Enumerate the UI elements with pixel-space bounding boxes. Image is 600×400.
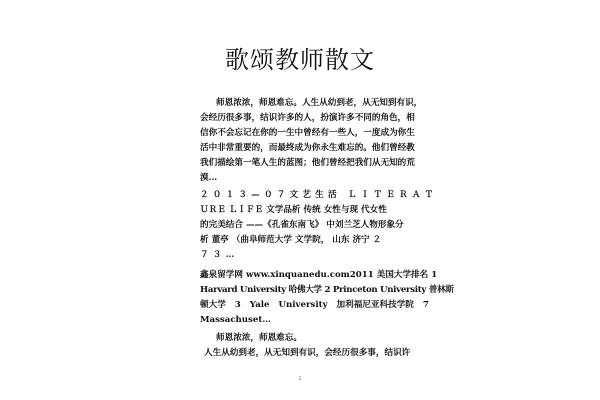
text-line: 漠…: [200, 173, 218, 183]
paragraph-university-ranking: [200, 268, 454, 328]
text-line: 析 董亭 （曲阜师范大学 文学院， 山东 济宁 ２: [200, 235, 382, 245]
text-line: Harvard University 哈佛大学 2 Princeton University 普林斯: [200, 285, 454, 295]
text-line: 人生从幼到老，从无知到有识，会经历很多事，结识许: [204, 348, 411, 358]
paragraph-teacher-essay: [200, 96, 423, 186]
text-line: 顿大学 3 Yale University 加利福尼亚科技学院 7: [200, 300, 429, 310]
text-line: 师恩浓浓，师恩难忘。人生从幼到老，从无知到有识，: [216, 98, 423, 108]
paragraph-literature-life: [200, 188, 438, 263]
paragraph-teacher-essay-repeat: [200, 331, 411, 361]
text-line: 活中非常重要的，而最终成为你永生难忘的。他们曾经教: [200, 143, 415, 153]
text-line: 会经历很多事，结识许多的人，扮演许多不同的角色，相: [200, 113, 415, 123]
text-line: Massachuset…: [200, 315, 271, 325]
page-number: 1: [298, 376, 302, 382]
text-line: ＵＲＥ ＬＩＦＥ 文学品析 传统 女性与现 代女性: [200, 205, 387, 215]
text-line: 师恩浓浓，师恩难忘。: [216, 333, 302, 343]
text-line: 鑫泉留学网 www.xinquanedu.com2011 美国大学排名 1: [200, 270, 438, 280]
document-title: 歌颂教师散文: [225, 46, 375, 74]
text-line: 的完美结合 ——《孔雀东南飞》 中刘兰芝人物形象分: [200, 220, 404, 230]
text-line: 信你不会忘记在你的一生中曾经有一些人，一度成为你生: [200, 128, 415, 138]
text-line: ２０１３—０７文艺生活 ＬＩＴＥＲＡＴ: [200, 190, 438, 200]
text-line: ７３…: [200, 250, 239, 260]
text-line: 我们描绘第一笔人生的蓝图；他们曾经把我们从无知的荒: [200, 158, 415, 168]
